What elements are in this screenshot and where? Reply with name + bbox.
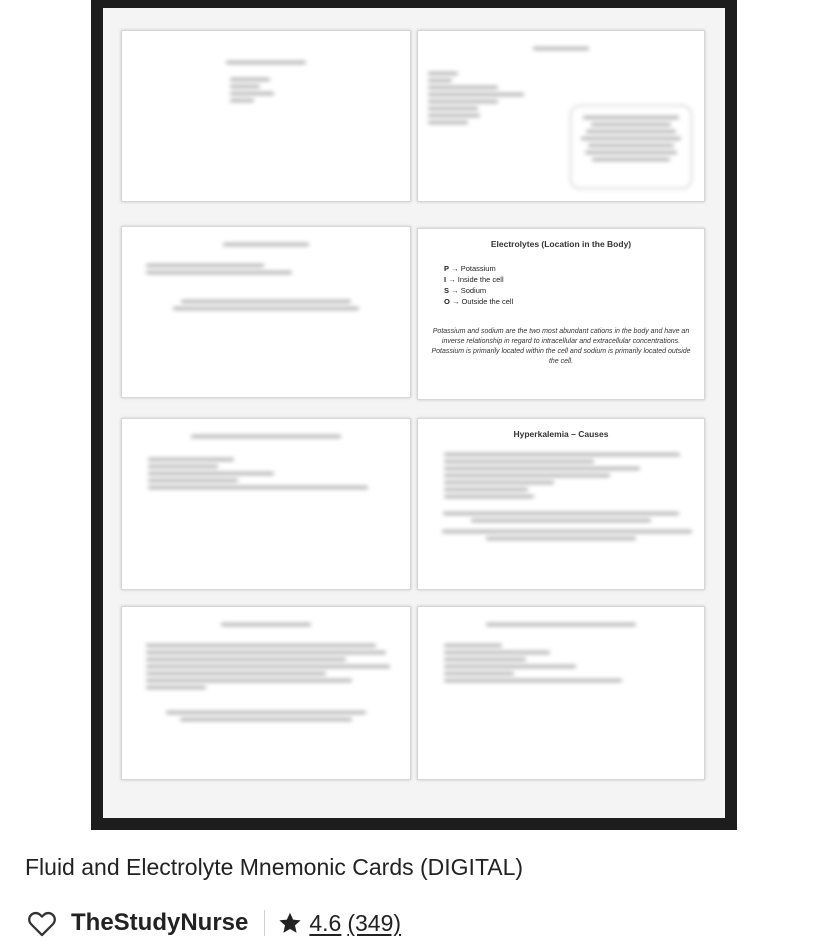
mnemonic-meaning: Inside the cell	[457, 275, 504, 284]
card-title: Electrolytes (Location in the Body)	[490, 239, 632, 249]
mnemonic-letter: P	[444, 264, 450, 273]
star-icon	[277, 910, 303, 936]
card-blurred	[121, 418, 411, 590]
listing-title[interactable]: Fluid and Electrolyte Mnemonic Cards (DIGITAL)	[25, 854, 524, 880]
card-title: Hyperkalemia – Causes	[513, 429, 609, 439]
mnemonic-letter: I	[444, 275, 447, 284]
electrolytes-card	[417, 228, 705, 400]
mnemonic-meaning: Outside the cell	[461, 297, 514, 306]
arrow-icon: →	[451, 286, 459, 295]
card-explanation: Potassium and sodium are the two most abundant cations in the body and have an inverse relationship in regard to intracellular and extracellular concentrations. Potassium is primarily located within the cell and sodium is primarily located outside the cell.	[431, 328, 691, 365]
shop-name-link[interactable]: TheStudyNurse	[71, 909, 249, 936]
mnemonic-item	[444, 296, 704, 307]
mnemonic-item	[444, 263, 704, 274]
arrow-icon: →	[448, 275, 456, 284]
card-blurred	[417, 30, 705, 202]
mnemonic-letter: O	[444, 297, 450, 306]
heart-outline-icon[interactable]	[25, 906, 59, 940]
rating-value[interactable]: 4.6	[309, 909, 342, 936]
review-count-link[interactable]: (349)	[347, 909, 402, 936]
hyperkalemia-card	[417, 418, 705, 590]
product-preview-image[interactable]	[91, 0, 737, 830]
card-blurred	[121, 30, 411, 202]
card-blurred	[417, 606, 705, 780]
mnemonic-list	[418, 263, 704, 307]
shop-rating-row	[25, 905, 401, 941]
card-blurred	[121, 606, 411, 780]
mnemonic-item	[444, 285, 704, 296]
mnemonic-meaning: Sodium	[460, 286, 487, 295]
mnemonic-meaning: Potassium	[460, 264, 496, 273]
card-sheet	[103, 8, 725, 818]
divider	[264, 910, 265, 936]
card-blurred	[121, 226, 411, 398]
arrow-icon: →	[451, 264, 459, 273]
arrow-icon: →	[451, 297, 460, 306]
mnemonic-letter: S	[444, 286, 450, 295]
mnemonic-item	[444, 274, 704, 285]
